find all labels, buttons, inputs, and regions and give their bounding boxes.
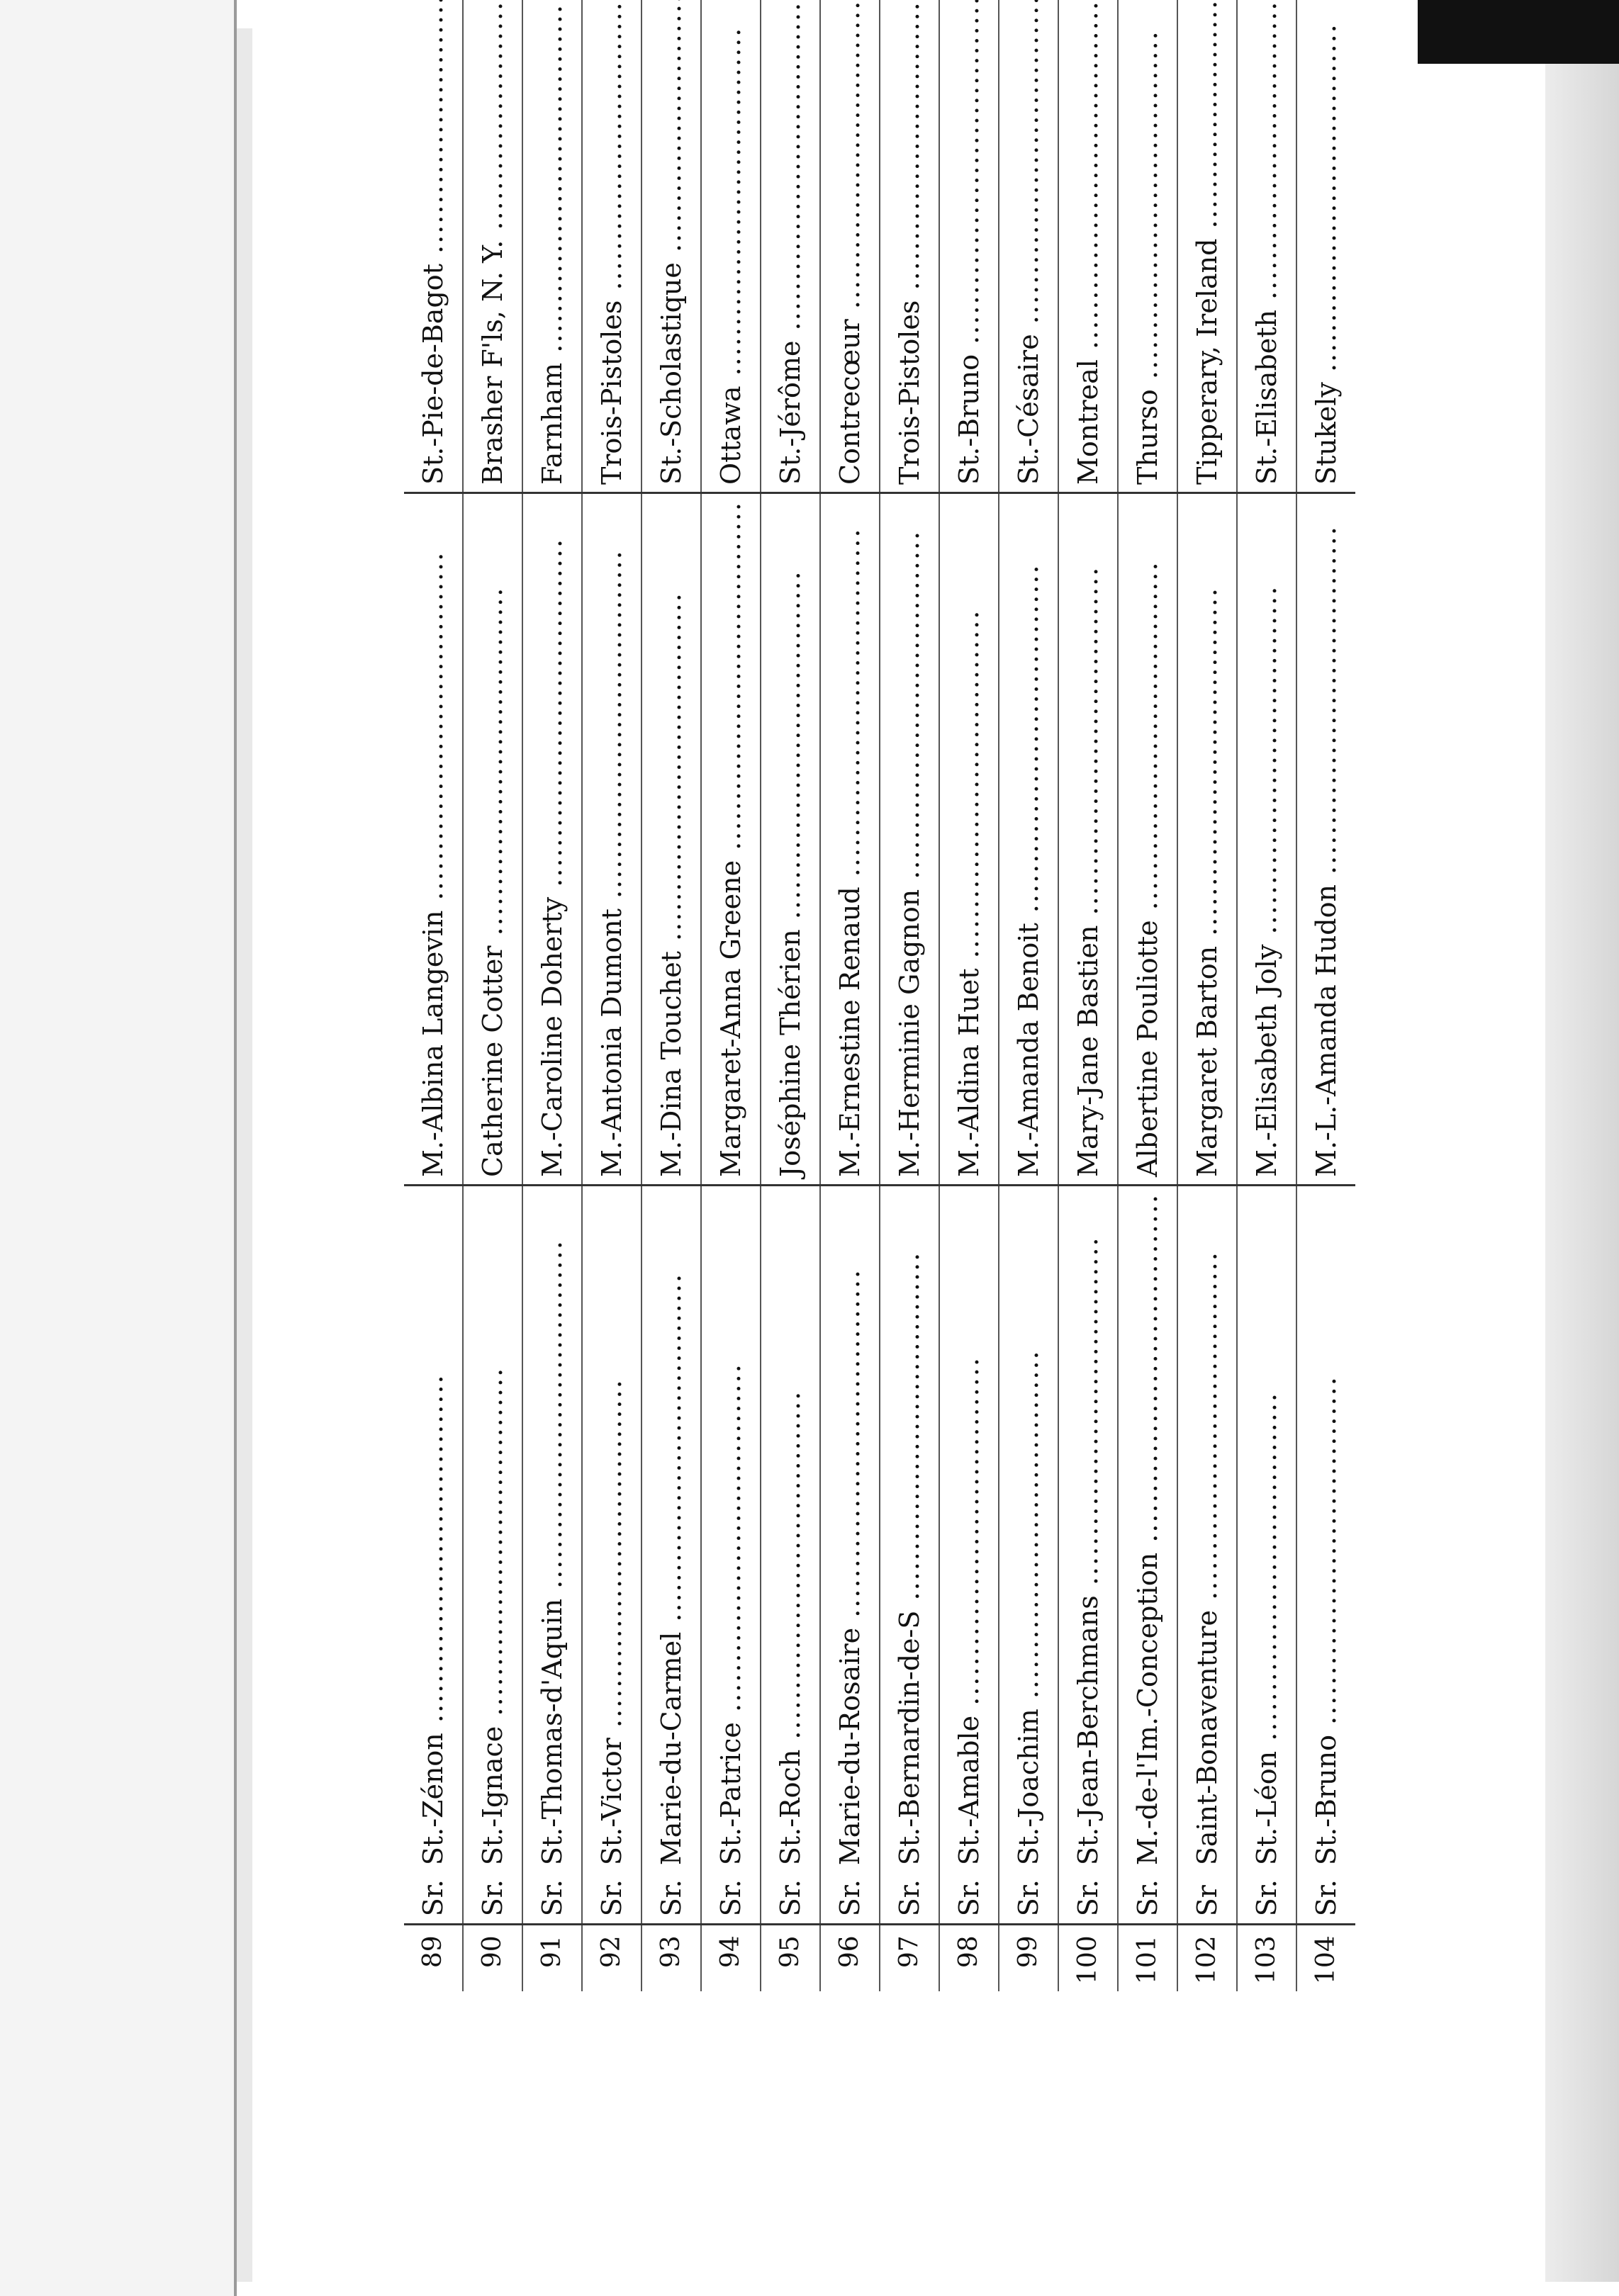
table-row xyxy=(1177,0,1237,1991)
religious-name-cell: St.-Joachim ..... xyxy=(999,1185,1058,1872)
table-row xyxy=(1058,0,1118,1991)
table-row xyxy=(820,0,880,1991)
birthplace-cell: Stukely ..... xyxy=(1296,0,1355,493)
title-cell: Sr. xyxy=(463,1872,522,1925)
row-number: 103 xyxy=(1237,1925,1296,1991)
name-cell: M.-Antonia Dumont ..... xyxy=(582,493,642,1186)
row-number: 95 xyxy=(761,1925,820,1991)
row-number: 98 xyxy=(939,1925,999,1991)
name-cell: M.-Amanda Benoit ..... xyxy=(999,493,1058,1186)
birthplace-cell: Thurso ..... xyxy=(1118,0,1177,493)
birthplace-cell: Montreal ..... xyxy=(1058,0,1118,493)
title-cell: Sr. xyxy=(582,1872,642,1925)
table-row xyxy=(1296,0,1355,1991)
table-row xyxy=(522,0,582,1991)
table-row xyxy=(880,0,939,1991)
register-table-rotated xyxy=(404,238,1389,1991)
row-number: 90 xyxy=(463,1925,522,1991)
table-row xyxy=(939,0,999,1991)
birthplace-cell: Tipperary, Ireland ..... xyxy=(1177,0,1237,493)
birthplace-cell: Trois-Pistoles ..... xyxy=(880,0,939,493)
title-cell: Sr. xyxy=(999,1872,1058,1925)
birthplace-cell: St.-Pie-de-Bagot ..... xyxy=(404,0,463,493)
religious-name-cell: St.-Zénon ..... xyxy=(404,1185,463,1872)
name-cell: Mary-Jane Bastien ..... xyxy=(1058,493,1118,1186)
register-table xyxy=(404,0,1355,1991)
religious-name-cell: St.-Bernardin-de-S ..... xyxy=(880,1185,939,1872)
table-row xyxy=(761,0,820,1991)
book-gutter xyxy=(237,28,252,2282)
title-cell: Sr xyxy=(1177,1872,1237,1925)
title-cell: Sr. xyxy=(761,1872,820,1925)
birthplace-cell: Trois-Pistoles ..... xyxy=(582,0,642,493)
religious-name-cell: St.-Bruno ..... xyxy=(1296,1185,1355,1872)
row-number: 99 xyxy=(999,1925,1058,1991)
religious-name-cell: St.-Ignace ..... xyxy=(463,1185,522,1872)
title-cell: Sr. xyxy=(880,1872,939,1925)
name-cell: M.-Ernestine Renaud ..... xyxy=(820,493,880,1186)
religious-name-cell: Marie-du-Rosaire ..... xyxy=(820,1185,880,1872)
title-cell: Sr. xyxy=(820,1872,880,1925)
row-number: 92 xyxy=(582,1925,642,1991)
birthplace-cell: St.-Bruno ..... xyxy=(939,0,999,493)
name-cell: M.-Caroline Doherty ..... xyxy=(522,493,582,1186)
page-edge-shadow xyxy=(1545,57,1619,2282)
row-number: 97 xyxy=(880,1925,939,1991)
table-row xyxy=(463,0,522,1991)
facing-page-edge xyxy=(0,0,237,2296)
religious-name-cell: St.-Thomas-d'Aquin ..... xyxy=(522,1185,582,1872)
religious-name-cell: St.-Patrice ..... xyxy=(701,1185,761,1872)
row-number: 100 xyxy=(1058,1925,1118,1991)
register-rows xyxy=(404,0,1355,1991)
title-cell: Sr. xyxy=(1058,1872,1118,1925)
table-row xyxy=(999,0,1058,1991)
title-cell: Sr. xyxy=(1118,1872,1177,1925)
name-cell: M.-Elisabeth Joly ..... xyxy=(1237,493,1296,1186)
birthplace-cell: Contrecœur ..... xyxy=(820,0,880,493)
title-cell: Sr. xyxy=(522,1872,582,1925)
name-cell: Catherine Cotter ..... xyxy=(463,493,522,1186)
title-cell: Sr. xyxy=(404,1872,463,1925)
name-cell: M.-Aldina Huet ..... xyxy=(939,493,999,1186)
religious-name-cell: St.-Roch ..... xyxy=(761,1185,820,1872)
name-cell: Margaret Barton ..... xyxy=(1177,493,1237,1186)
religious-name-cell: St.-Amable ..... xyxy=(939,1185,999,1872)
table-row xyxy=(1118,0,1177,1991)
row-number: 91 xyxy=(522,1925,582,1991)
title-cell: Sr. xyxy=(939,1872,999,1925)
religious-name-cell: Saint-Bonaventure ..... xyxy=(1177,1185,1237,1872)
birthplace-cell: Farnham ..... xyxy=(522,0,582,493)
name-cell: M.-L.-Amanda Hudon ..... xyxy=(1296,493,1355,1186)
row-number: 94 xyxy=(701,1925,761,1991)
row-number: 102 xyxy=(1177,1925,1237,1991)
name-cell: Albertine Pouliotte ..... xyxy=(1118,493,1177,1186)
title-cell: Sr. xyxy=(1296,1872,1355,1925)
row-number: 101 xyxy=(1118,1925,1177,1991)
birthplace-cell: St.-Elisabeth ..... xyxy=(1237,0,1296,493)
religious-name-cell: St.-Victor ..... xyxy=(582,1185,642,1872)
title-cell: Sr. xyxy=(1237,1872,1296,1925)
religious-name-cell: St.-Jean-Berchmans ..... xyxy=(1058,1185,1118,1872)
name-cell: M.-Herminie Gagnon ..... xyxy=(880,493,939,1186)
row-number: 89 xyxy=(418,1935,447,1969)
row-number: 93 xyxy=(642,1925,701,1991)
table-row xyxy=(404,0,463,1991)
table-row xyxy=(582,0,642,1991)
religious-name-cell: Marie-du-Carmel ..... xyxy=(642,1185,701,1872)
table-row xyxy=(701,0,761,1991)
title-cell: Sr. xyxy=(642,1872,701,1925)
birthplace-cell: St.-Scholastique ..... xyxy=(642,0,701,493)
row-number: 96 xyxy=(820,1925,880,1991)
name-cell: Margaret-Anna Greene ..... xyxy=(701,493,761,1186)
name-cell: M.-Albina Langevin ..... xyxy=(404,493,463,1186)
birthplace-cell: Brasher F'ls, N. Y. ..... xyxy=(463,0,522,493)
title-cell: Sr. xyxy=(701,1872,761,1925)
table-row xyxy=(1237,0,1296,1991)
name-cell: M.-Dina Touchet ..... xyxy=(642,493,701,1186)
name-cell: Joséphine Thérien ..... xyxy=(761,493,820,1186)
birthplace-cell: St.-Césaire ..... xyxy=(999,0,1058,493)
birthplace-cell: St.-Jérôme ..... xyxy=(761,0,820,493)
scan-border xyxy=(1418,0,1619,64)
birthplace-cell: Ottawa ..... xyxy=(701,0,761,493)
table-row xyxy=(642,0,701,1991)
religious-name-cell: St.-Léon ..... xyxy=(1237,1185,1296,1872)
religious-name-cell: M.-de-l'Im.-Conception ..... xyxy=(1118,1185,1177,1872)
row-number: 104 xyxy=(1296,1925,1355,1991)
